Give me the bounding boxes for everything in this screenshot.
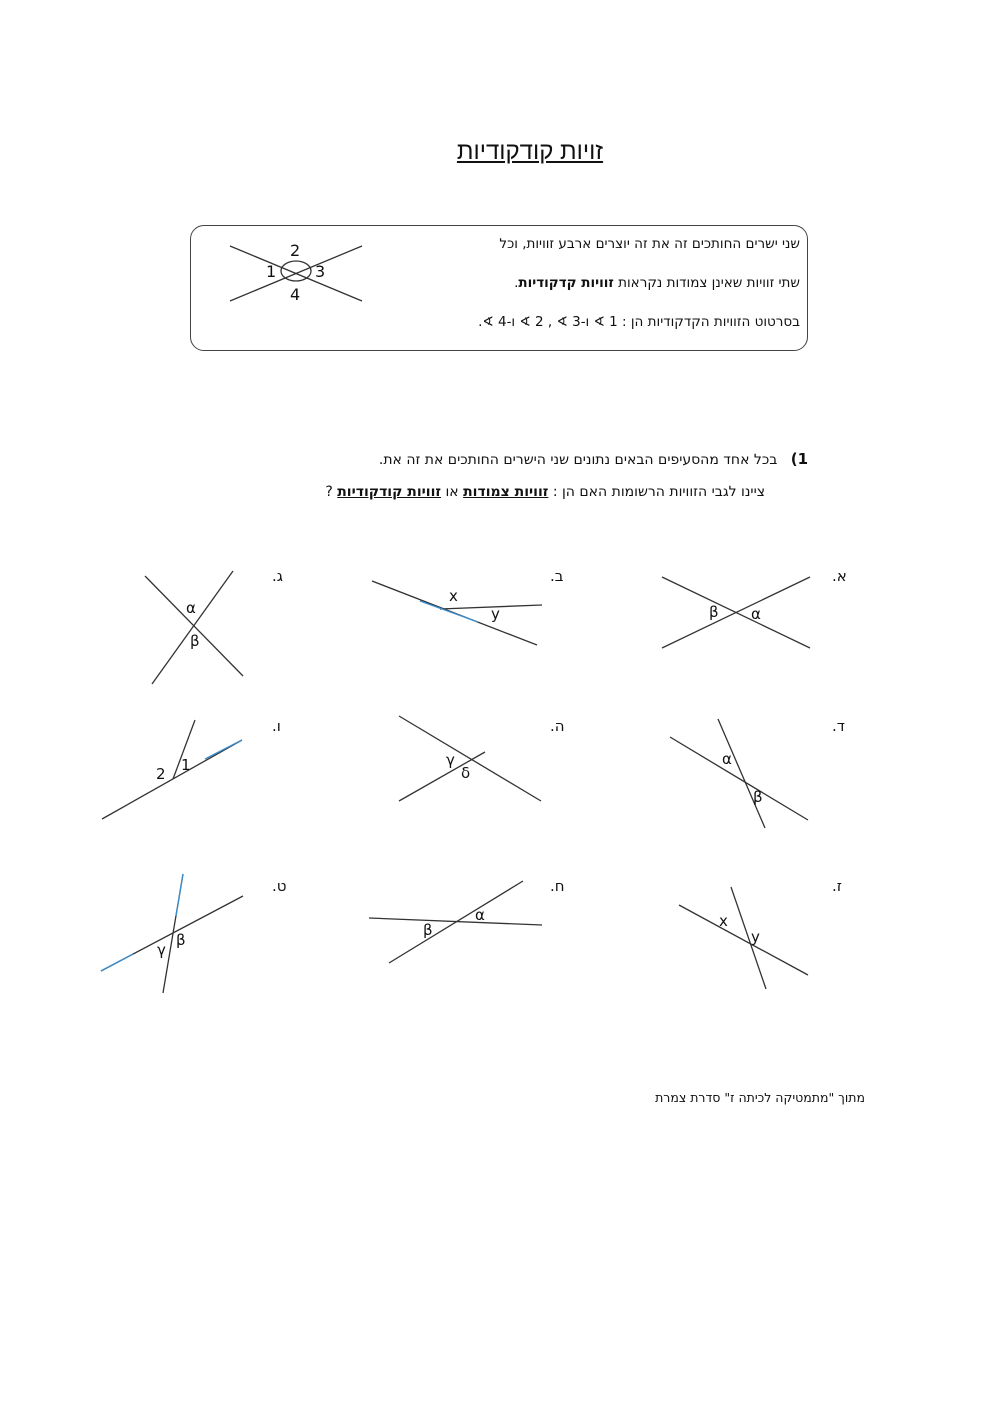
- angle-label-b-2: y: [491, 605, 500, 623]
- angle-label-d-2: β: [753, 788, 763, 806]
- angle-label-a-2: α: [751, 605, 761, 623]
- fig-f-line-1: [102, 740, 242, 819]
- fig-g-line-1: [679, 905, 808, 975]
- item-letter-d: ד.: [832, 717, 845, 735]
- fig-h-line-1: [369, 918, 542, 925]
- item-letter-f: ו.: [272, 717, 281, 735]
- definition-line-1: שני ישרים החותכים זה את זה יוצרים ארבע זוויות, וכל: [499, 236, 800, 252]
- def-angle-circle: [281, 261, 311, 281]
- angle-label-c-2: β: [190, 632, 200, 650]
- question-number: 1): [790, 450, 808, 468]
- fig-g-line-2: [731, 887, 766, 989]
- angle-label-a-1: β: [709, 603, 719, 621]
- question-text-1: בכל אחד מהסעיפים הבאים נתונים שני הישרים החותכים את זה את.: [378, 452, 778, 468]
- angle-label-c-1: α: [186, 599, 196, 617]
- angle-label-g-2: y: [751, 928, 760, 946]
- question-mark: ?: [325, 484, 333, 500]
- angle-label-f-2: 1: [181, 756, 191, 774]
- angle-label-e-1: γ: [446, 751, 455, 769]
- angle-label-i-2: β: [176, 931, 186, 949]
- option-adjacent: זוויות צמודות: [463, 484, 549, 500]
- fig-e-line-2: [399, 752, 485, 801]
- question-line-2: [325, 484, 765, 500]
- item-letter-e: ה.: [550, 717, 565, 735]
- angle-label-h-2: α: [475, 906, 485, 924]
- item-letter-g: ז.: [832, 877, 842, 895]
- source-footer: מתוך "מתמטיקה לכיתה ז" סדרת צמרת: [655, 1090, 865, 1105]
- definition-term: זוויות קדקודיות: [518, 275, 614, 291]
- angle-label-d-1: α: [722, 750, 732, 768]
- fig-c-line-2: [152, 571, 233, 684]
- item-letter-a: א.: [832, 567, 847, 585]
- def-label-bottom: 4: [290, 285, 301, 304]
- fig-i-accent-2: [176, 874, 183, 916]
- angle-label-g-1: x: [719, 912, 728, 930]
- definition-line-2-text: שתי זוויות שאינן צמודות נקראות: [618, 275, 800, 291]
- option-or: או: [445, 484, 459, 500]
- angle-label-i-1: γ: [157, 941, 166, 959]
- angle-label-h-1: β: [423, 921, 433, 939]
- question-text-2: ציינו לגבי הזוויות הרשומות האם הן :: [552, 484, 765, 500]
- def-label-left: 1: [266, 262, 277, 281]
- item-letter-b: ב.: [550, 567, 564, 585]
- definition-period: .: [514, 275, 519, 291]
- def-label-top: 2: [290, 241, 301, 260]
- fig-i-accent-1: [101, 954, 133, 971]
- angle-label-e-2: δ: [461, 764, 471, 782]
- item-letter-i: ט.: [272, 877, 287, 895]
- fig-f-accent: [205, 740, 242, 759]
- item-letter-h: ח.: [550, 877, 565, 895]
- fig-h-line-2: [389, 881, 523, 963]
- definition-line-3: בסרטוט הזוויות הקדקודיות הן : 1 ∢ ו-3 ∢ , 2 ∢ ו-4 ∢.: [478, 314, 800, 330]
- question-line-1: [379, 450, 808, 468]
- angle-label-f-1: 2: [156, 765, 166, 783]
- item-letter-c: ג.: [272, 567, 283, 585]
- fig-d-line-1: [670, 737, 808, 820]
- page-title: זויות קודקודיות: [456, 138, 604, 165]
- def-label-right: 3: [315, 262, 326, 281]
- fig-d-line-2: [718, 719, 765, 828]
- option-vertical: זוויות קודקודיות: [337, 484, 441, 500]
- angle-label-b-1: x: [449, 587, 458, 605]
